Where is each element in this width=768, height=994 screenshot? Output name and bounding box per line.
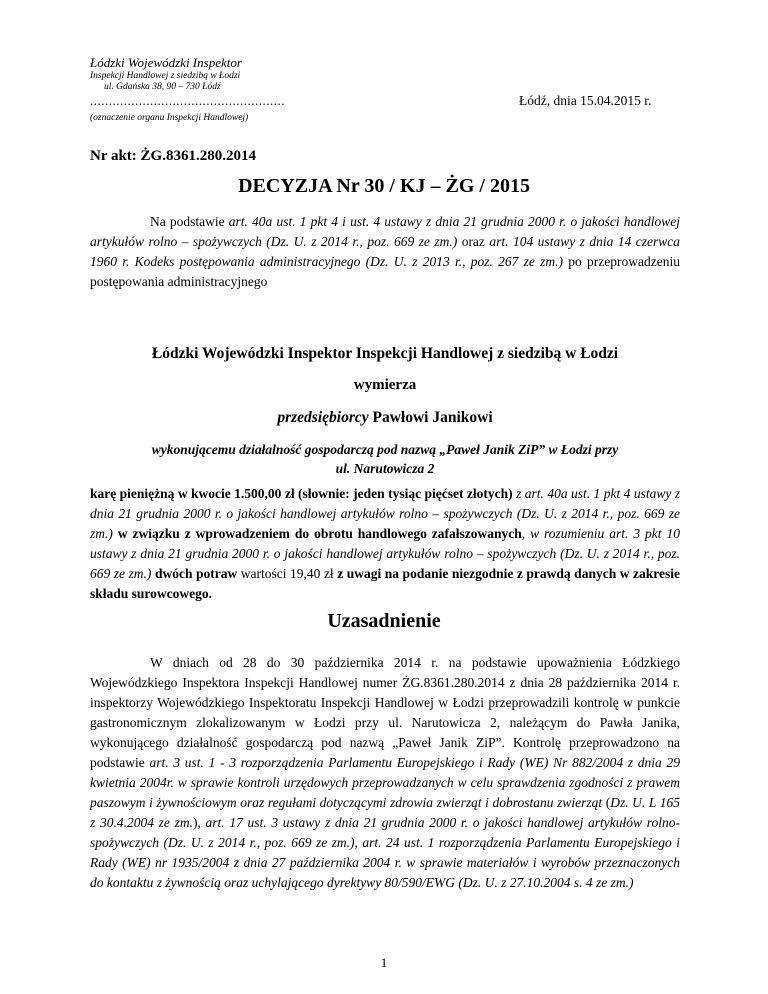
organization-note: (oznaczenie organu Inspekcji Handlowej) [90, 113, 249, 123]
business-description: wykonującemu działalność gospodarczą pod nazwą „Paweł Janik ZiP” w Łodzi przy ul. Narutowicza 2 [151, 442, 619, 476]
organization-address: ul. Gdańska 38, 90 – 730 Łódź [104, 82, 221, 92]
justification-paragraph: W dniach od 28 do 30 października 2014 r. na podstawie upoważnienia Łódzkiego Wojewódzkiego Inspektora Inspekcji Handlowej numer ŻG.8361.280.2014 z dnia 28 października 2014 r. inspektorzy Wojewódzkiego Inspektoratu Inspekcji Handlowej w Łodzi przeprowadzili kontrolę w punkcie gastronomicznym zlokalizowanym w Łodzi przy ul. Narutowicza 2, należącym do Pawła Janika, wykonującego działalność gospodarczą pod nazwą „Paweł Janik ZiP”. Kontrolę przeprowadzono na podstawie art. 3 ust. 1 - 3 rozporządzenia Parlamentu Europejskiego i Rady (WE) Nr 882/2004 z dnia 29 kwietnia 2004r. w sprawie kontroli urzędowych przeprowadzanych w celu sprawdzenia zgodności z prawem paszowym i żywnościowym oraz regułami dotyczącymi zdrowia zwierząt i dobrostanu zwierząt (Dz. U. L 165 z 30.4.2004 ze zm.), art. 17 ust. 3 ustawy z dnia 21 grudnia 2000 r. o jakości handlowej artykułów rolno-spożywczych (Dz. U. z 2014 r., poz. 669 ze zm.), art. 24 ust. 1 rozporządzenia Parlamentu Europejskiego i Rady (WE) nr 1935/2004 z dnia 27 października 2004 r. w sprawie materiałów i wyrobów przeznaczonych do kontaktu z żywnością oraz uchylającego dyrektywy 80/590/EWG (Dz. U. z 27.10.2004 s. 4 ze zm.) [90, 655, 680, 890]
penalty-paragraph: karę pieniężną w kwocie 1.500,00 zł (słownie: jeden tysiąc pięćset złotych) z art. 40a ust. 1 pkt 4 ustawy z dnia 21 grudnia 2000 r. o jakości handlowej artykułów rolno – spożywczych (Dz. U. z 2014 r., poz. 669 ze zm.) w związku z wprowadzeniem do obrotu handlowego zafałszowanych, w rozumieniu art. 3 pkt 10 ustawy z dnia 21 grudnia 2000 r. o jakości handlowej artykułów rolno – spożywczych (Dz. U. z 2014 r., poz. 669 ze zm.) dwóch potraw wartości 19,40 zł z uwagi na podanie niezgodnie z prawdą danych w zakresie składu surowcowego. [90, 486, 680, 601]
page-number: 1 [380, 955, 388, 970]
legal-basis-paragraph: Na podstawie art. 40a ust. 1 pkt 4 i ust. 4 ustawy z dnia 21 grudnia 2000 r. o jakości handlowej artykułów rolno – spożywczych (Dz. U. z 2014 r., poz. 669 ze zm.) oraz art. 104 ustawy z dnia 14 czerwca 1960 r. Kodeks postępowania administracyjnego (Dz. U. z 2013 r., poz. 267 ze zm.) po przeprowadzeniu postępowania administracyjnego [90, 214, 681, 289]
entrepreneur-name: przedsiębiorcy Pawłowi Janikowi [277, 409, 493, 426]
organization-line: Inspekcji Handlowej z siedzibą w Łodzi [90, 71, 241, 81]
document-date: Łódź, dnia 15.04.2015 r. [519, 93, 652, 108]
justification-heading: Uzasadnienie [327, 610, 441, 632]
decision-title: DECYZJA Nr 30 / KJ – ŻG / 2015 [238, 175, 530, 197]
authority-heading: Łódzki Wojewódzki Inspektor Inspekcji Handlowej z siedzibą w Łodzi [151, 345, 619, 362]
imposes-heading: wymierza [353, 377, 417, 393]
signature-dots: .................................................... [90, 93, 285, 108]
case-number: Nr akt: ŻG.8361.280.2014 [90, 148, 256, 164]
organization-name: Łódzki Wojewódzki Inspektor [90, 55, 242, 70]
